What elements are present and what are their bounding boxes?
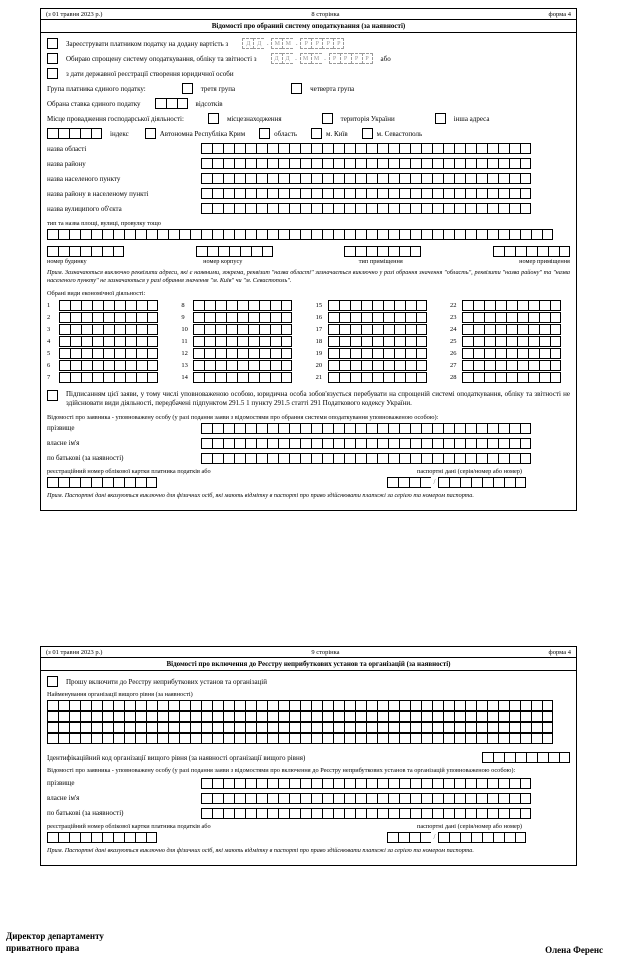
kved-row bbox=[47, 324, 167, 335]
address-field-row bbox=[47, 173, 570, 184]
mask-d: Д bbox=[253, 38, 264, 49]
applicant-field-label: прізвище bbox=[47, 424, 75, 433]
street-type-block bbox=[47, 220, 570, 240]
tax-number-label-1: реєстраційний номер облікової картки платника податків або bbox=[47, 467, 211, 475]
kved-index: 23 bbox=[449, 313, 457, 321]
address-field-input[interactable] bbox=[201, 203, 531, 214]
kved-index: 14 bbox=[181, 373, 188, 381]
form1-header-center: 8 сторінка bbox=[311, 11, 340, 18]
crimea-checkbox[interactable] bbox=[145, 128, 156, 139]
simplified-or-label: або bbox=[380, 54, 391, 63]
kved-row bbox=[450, 348, 570, 359]
form2-header-left: (з 01 травня 2023 р.) bbox=[46, 649, 103, 656]
kved-input[interactable] bbox=[328, 348, 427, 359]
kved-row bbox=[316, 360, 436, 371]
kved-row bbox=[47, 360, 167, 371]
sevastopol-checkbox[interactable] bbox=[362, 128, 373, 139]
address-field-label: назва населеного пункту bbox=[47, 174, 121, 183]
kved-input[interactable] bbox=[328, 324, 427, 335]
form1-header-left: (з 01 травня 2023 р.) bbox=[46, 11, 103, 18]
form1-title: Відомості про обраний систему оподаткування (за наявності) bbox=[41, 19, 576, 33]
kved-index: 4 bbox=[47, 337, 51, 345]
kved-row bbox=[450, 336, 570, 347]
kved-row bbox=[316, 372, 436, 383]
tax-passport-inputs-2 bbox=[47, 832, 570, 843]
kved-index: 2 bbox=[47, 313, 51, 321]
passport-input-1[interactable]: / bbox=[387, 477, 526, 488]
kved-row bbox=[450, 324, 570, 335]
npo-request-checkbox[interactable] bbox=[47, 676, 58, 687]
form2-header-center: 9 сторінка bbox=[311, 649, 340, 656]
signature-name: Олена Ференс bbox=[545, 945, 603, 955]
tax-passport-labels-2 bbox=[47, 823, 570, 830]
house-number-group bbox=[47, 246, 124, 257]
parent-code-input[interactable] bbox=[482, 752, 570, 763]
kved-index: 12 bbox=[181, 349, 188, 357]
mask-y: Р bbox=[300, 38, 311, 49]
parent-code-row bbox=[47, 752, 570, 763]
kved-input[interactable] bbox=[193, 336, 292, 347]
kved-input[interactable] bbox=[193, 360, 292, 371]
oblast-label: область bbox=[274, 129, 298, 138]
kved-row bbox=[316, 324, 436, 335]
parent-org-input-line4[interactable] bbox=[47, 733, 570, 744]
kved-row bbox=[181, 348, 301, 359]
kved-input[interactable] bbox=[462, 324, 561, 335]
kved-index: 16 bbox=[315, 313, 323, 321]
rate-row bbox=[47, 98, 570, 109]
vat-date-mask[interactable]: Д Д . М М . Р Р Р Р bbox=[242, 38, 344, 49]
kved-input[interactable] bbox=[328, 312, 427, 323]
applicant-surname-input[interactable] bbox=[201, 423, 531, 434]
applicant-title-1: Відомості про заявника - уповноважену особу (у разі подання заяви з відомостями про обрання системи оподаткування уповноваженою особою): bbox=[47, 413, 439, 421]
kved-index: 11 bbox=[181, 337, 188, 345]
rate-input[interactable] bbox=[155, 98, 188, 109]
kved-row bbox=[181, 324, 301, 335]
group-4-checkbox[interactable] bbox=[291, 83, 302, 94]
kved-input[interactable] bbox=[59, 336, 158, 347]
address-field-label: назва вулиципого об'єкта bbox=[47, 204, 122, 213]
index-region-row bbox=[47, 128, 570, 139]
passport-note-2: Прим. Паспортні дані вказуються виключно для фізичних осіб, які мають відмітку в паспорті про право здійснювати платежі за серією та номером паспорта. bbox=[47, 846, 474, 854]
simplified-date-mask[interactable]: Д Д . М М . Р Р Р Р bbox=[271, 53, 373, 64]
house-labels-row bbox=[47, 258, 570, 265]
passport-label-2: паспортні дані (серія/номер або номер) bbox=[416, 822, 522, 830]
place-row bbox=[47, 113, 570, 124]
mask-y: Р bbox=[333, 38, 344, 49]
street-type-label: тип та назва площі, вулиці, провулку тощо bbox=[47, 220, 161, 227]
rate-label: Обрана ставка єдиного податку bbox=[47, 99, 141, 108]
place-ukraine-label: територія України bbox=[340, 114, 395, 123]
kved-index: 5 bbox=[47, 349, 51, 357]
form-page-9 bbox=[40, 646, 577, 866]
address-field-label: назва району в населеному пункті bbox=[47, 189, 149, 198]
declaration-text: Підписанням цієї заяви, у тому числі уповноваженою особою, юридична особа зобов'язується перебувати на спрощеній системі оподаткування, обліку та звітності не здійснювати види діяльності, передбачені підпунктом 291.5 1 пункту 291.5 статті 291 Податкового кодексу України. bbox=[66, 389, 570, 408]
parent-org-input-line3[interactable] bbox=[47, 722, 570, 733]
kved-index: 26 bbox=[449, 349, 457, 357]
premises-number-input[interactable] bbox=[493, 246, 570, 257]
kved-index: 27 bbox=[449, 361, 457, 369]
kved-row bbox=[181, 312, 301, 323]
mask-m: М bbox=[311, 53, 322, 64]
building-number-group bbox=[196, 246, 273, 257]
address-field-input[interactable] bbox=[201, 173, 531, 184]
index-label: індекс bbox=[110, 129, 129, 138]
registration-date-checkbox[interactable] bbox=[47, 68, 58, 79]
group-3-label: третя група bbox=[200, 84, 236, 93]
kved-row bbox=[181, 372, 301, 383]
kved-row bbox=[181, 360, 301, 371]
postal-index-input[interactable] bbox=[47, 128, 102, 139]
kved-index: 21 bbox=[315, 373, 323, 381]
signature-position-line1: Директор департаменту bbox=[6, 931, 104, 941]
rate-suffix-label: відсотків bbox=[195, 99, 223, 108]
parent-org-input-line2[interactable] bbox=[47, 711, 570, 722]
vat-registration-checkbox[interactable] bbox=[47, 38, 58, 49]
kved-index: 6 bbox=[47, 361, 51, 369]
applicant-name-input[interactable] bbox=[201, 438, 531, 449]
npo-request-row bbox=[47, 676, 570, 687]
kved-row bbox=[47, 312, 167, 323]
applicant-field-row bbox=[47, 453, 570, 464]
kved-input[interactable] bbox=[59, 324, 158, 335]
applicant2-patronymic-input[interactable] bbox=[201, 808, 531, 819]
applicant-field-label: по батькові (за наявності) bbox=[47, 809, 124, 817]
declaration-row bbox=[47, 390, 570, 409]
applicant-field-row bbox=[47, 793, 570, 804]
kved-index: 20 bbox=[315, 361, 323, 369]
mask-y: Р bbox=[311, 38, 322, 49]
kved-input[interactable] bbox=[59, 312, 158, 323]
form1-header bbox=[41, 9, 576, 19]
place-location-checkbox[interactable] bbox=[208, 113, 219, 124]
kved-row bbox=[316, 300, 436, 311]
address-field-input[interactable] bbox=[201, 143, 531, 154]
oblast-checkbox[interactable] bbox=[259, 128, 270, 139]
kved-index: 24 bbox=[449, 325, 457, 333]
kved-row bbox=[450, 312, 570, 323]
kved-index: 22 bbox=[449, 301, 457, 309]
parent-org-input-line1[interactable] bbox=[47, 700, 570, 711]
kved-row bbox=[316, 348, 436, 359]
applicant2-surname-input[interactable] bbox=[201, 778, 531, 789]
kved-row bbox=[450, 300, 570, 311]
form2-title: Відомості про включення до Реєстру неприбуткових установ та організацій (за наявності) bbox=[41, 657, 576, 671]
kved-column bbox=[450, 300, 570, 384]
mask-y: Р bbox=[351, 53, 362, 64]
kved-input[interactable] bbox=[193, 300, 292, 311]
kved-column bbox=[316, 300, 436, 384]
address-note: Прим. Зазначаються виключно реквізити адреси, які є наявними, зокрема, реквізит "назва області" зазначається виключно у разі обрання значення "область", реквізити "назва району" та "назва населеного пункту" не зазначаються у разі обрання значення "м. Київ" чи "м. Севастополь". bbox=[47, 269, 570, 285]
applicant-field-label: по батькові (за наявності) bbox=[47, 454, 124, 463]
npo-request-label: Прошу включити до Реєстру неприбуткових установ та організацій bbox=[66, 677, 267, 686]
kved-row bbox=[47, 348, 167, 359]
form2-body bbox=[41, 671, 576, 865]
place-label: Місце провадження господарської діяльності: bbox=[47, 114, 184, 123]
mask-y: Р bbox=[329, 53, 340, 64]
address-field-row bbox=[47, 203, 570, 214]
kyiv-checkbox[interactable] bbox=[311, 128, 322, 139]
place-location-label: місцезнаходження bbox=[226, 114, 282, 123]
mask-y: Р bbox=[340, 53, 351, 64]
kved-index: 8 bbox=[181, 301, 185, 309]
kved-row bbox=[450, 360, 570, 371]
kved-input[interactable] bbox=[462, 372, 561, 383]
signature-position bbox=[6, 930, 104, 954]
address-field-label: назва району bbox=[47, 159, 86, 168]
parent-org-label: Найменування організації вищого рівня (за наявності) bbox=[47, 691, 193, 698]
house-number-input[interactable] bbox=[47, 246, 124, 257]
applicant-patronymic-input[interactable] bbox=[201, 453, 531, 464]
applicant-field-row bbox=[47, 808, 570, 819]
mask-d: Д bbox=[271, 53, 282, 64]
kyiv-label: м. Київ bbox=[326, 129, 348, 138]
form1-header-right: форма 4 bbox=[548, 11, 571, 18]
mask-m: М bbox=[271, 38, 282, 49]
vat-registration-label: Зареєструвати платником податку на додану вартість з bbox=[66, 39, 229, 48]
address-field-label: назва області bbox=[47, 144, 87, 153]
kved-row bbox=[47, 300, 167, 311]
kved-column bbox=[47, 300, 167, 384]
kved-input[interactable] bbox=[462, 312, 561, 323]
crimea-label: Автономна Республіка Крим bbox=[159, 129, 246, 138]
kved-input[interactable] bbox=[193, 372, 292, 383]
tax-number-label-2: реєстраційний номер облікової картки платника податків або bbox=[47, 822, 211, 830]
kved-row bbox=[47, 336, 167, 347]
kved-input[interactable] bbox=[193, 312, 292, 323]
premises-number-group bbox=[493, 246, 570, 257]
vat-registration-row bbox=[47, 38, 570, 49]
group-3-checkbox[interactable] bbox=[182, 83, 193, 94]
kved-index: 1 bbox=[47, 301, 51, 309]
kved-row bbox=[316, 336, 436, 347]
kved-index: 25 bbox=[449, 337, 457, 345]
house-number-label: номер будинку bbox=[47, 258, 87, 265]
applicant-field-label: власне ім'я bbox=[47, 439, 80, 448]
premises-number-label: номер приміщення bbox=[519, 258, 570, 265]
kved-index: 13 bbox=[181, 361, 188, 369]
kved-row bbox=[316, 312, 436, 323]
address-field-row bbox=[47, 188, 570, 199]
applicant-field-row bbox=[47, 778, 570, 789]
kved-input[interactable] bbox=[462, 348, 561, 359]
applicant-field-row bbox=[47, 438, 570, 449]
kved-input[interactable] bbox=[59, 348, 158, 359]
form2-header bbox=[41, 647, 576, 657]
kved-row bbox=[450, 372, 570, 383]
passport-label-1: паспортні дані (серія/номер або номер) bbox=[416, 467, 522, 475]
address-field-input[interactable] bbox=[201, 158, 531, 169]
kved-input[interactable] bbox=[193, 348, 292, 359]
mask-m: М bbox=[300, 53, 311, 64]
kved-index: 17 bbox=[315, 325, 323, 333]
kved-index: 10 bbox=[181, 325, 188, 333]
applicant-field-label: прізвище bbox=[47, 779, 75, 787]
building-number-label: номер корпусу bbox=[203, 258, 243, 265]
mask-y: Р bbox=[362, 53, 373, 64]
applicant-field-row bbox=[47, 423, 570, 434]
kved-input[interactable] bbox=[328, 372, 427, 383]
building-number-input[interactable] bbox=[196, 246, 273, 257]
premises-type-label: тип приміщення bbox=[358, 258, 403, 265]
simplified-system-checkbox[interactable] bbox=[47, 53, 58, 64]
declaration-checkbox[interactable] bbox=[47, 390, 58, 401]
mask-d: Д bbox=[282, 53, 293, 64]
kved-input[interactable] bbox=[328, 360, 427, 371]
kved-row bbox=[181, 336, 301, 347]
kved-input[interactable] bbox=[59, 372, 158, 383]
address-field-input[interactable] bbox=[201, 188, 531, 199]
kved-index: 19 bbox=[315, 349, 323, 357]
house-inputs-row bbox=[47, 246, 570, 257]
kved-column bbox=[181, 300, 301, 384]
kved-index: 15 bbox=[315, 301, 323, 309]
kved-input[interactable] bbox=[59, 300, 158, 311]
simplified-system-label: Обираю спрощену систему оподаткування, обліку та звітності з bbox=[66, 54, 257, 63]
tax-passport-labels bbox=[47, 468, 570, 475]
sevastopol-label: м. Севастополь bbox=[376, 129, 423, 138]
kved-input[interactable] bbox=[328, 300, 427, 311]
applicant-field-label: власне ім'я bbox=[47, 794, 80, 802]
parent-code-label: Ідентифікаційний код організації вищого рівня (за наявності організації вищого рівня) bbox=[47, 753, 306, 762]
passport-input-2[interactable]: / bbox=[387, 832, 526, 843]
group-row bbox=[47, 83, 570, 94]
kved-input[interactable] bbox=[193, 324, 292, 335]
kved-index: 28 bbox=[449, 373, 457, 381]
simplified-system-row bbox=[47, 53, 570, 64]
premises-type-group bbox=[344, 246, 421, 257]
group-4-label: четверта група bbox=[310, 84, 355, 93]
kved-title: Обрані види економічної діяльності: bbox=[47, 289, 146, 297]
tax-number-input-1[interactable] bbox=[47, 477, 157, 488]
place-ukraine-checkbox[interactable] bbox=[322, 113, 333, 124]
mask-y: Р bbox=[322, 38, 333, 49]
passport-note-1: Прим. Паспортні дані вказуються виключно для фізичних осіб, які мають відмітку в паспорті про право здійснювати платежі за серією та номером паспорта. bbox=[47, 491, 474, 499]
form-page-8 bbox=[40, 8, 577, 511]
kved-input[interactable] bbox=[328, 336, 427, 347]
kved-input[interactable] bbox=[59, 360, 158, 371]
form2-header-right: форма 4 bbox=[548, 649, 571, 656]
place-other-label: інша адреса bbox=[453, 114, 490, 123]
tax-passport-inputs bbox=[47, 477, 570, 488]
tax-number-input-2[interactable] bbox=[47, 832, 157, 843]
kved-index: 3 bbox=[47, 325, 51, 333]
mask-m: М bbox=[282, 38, 293, 49]
kved-index: 18 bbox=[315, 337, 323, 345]
kved-row bbox=[47, 372, 167, 383]
kved-input[interactable] bbox=[462, 300, 561, 311]
address-fields bbox=[47, 143, 570, 214]
applicant-title-2: Відомості про заявника - уповноважену особу (у разі подання заяви з відомостями про включення до Реєстру неприбуткових установ та організацій уповноваженою особою): bbox=[47, 767, 516, 774]
kved-input[interactable] bbox=[462, 360, 561, 371]
address-field-row bbox=[47, 143, 570, 154]
kved-index: 9 bbox=[181, 313, 185, 321]
kved-row bbox=[181, 300, 301, 311]
place-other-checkbox[interactable] bbox=[435, 113, 446, 124]
signature-position-line2: приватного права bbox=[6, 943, 80, 954]
registration-date-label: з дати державної реєстрації створення юридичної особи bbox=[66, 69, 234, 78]
kved-index: 7 bbox=[47, 373, 51, 381]
group-label: Група платника єдиного податку: bbox=[47, 84, 146, 93]
kved-input[interactable] bbox=[462, 336, 561, 347]
form1-body bbox=[41, 33, 576, 510]
street-type-input[interactable] bbox=[47, 229, 570, 240]
premises-type-input[interactable] bbox=[344, 246, 421, 257]
mask-d: Д bbox=[242, 38, 253, 49]
registration-date-row bbox=[47, 68, 570, 79]
address-field-row bbox=[47, 158, 570, 169]
applicant2-name-input[interactable] bbox=[201, 793, 531, 804]
kved-grid bbox=[47, 300, 570, 384]
